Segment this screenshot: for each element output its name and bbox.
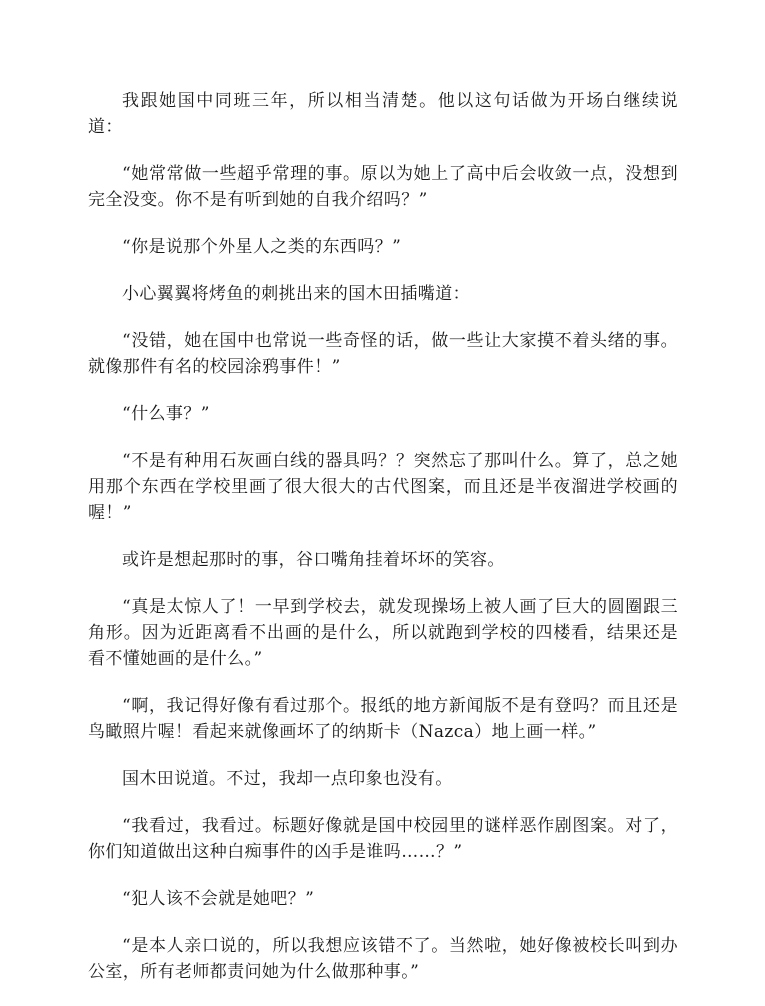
paragraph: “犯人该不会就是她吧？” — [122, 889, 315, 909]
paragraph: “你是说那个外星人之类的东西吗？” — [122, 237, 402, 257]
paragraph: “真是太惊人了！一早到学校去，就发现操场上被人画了巨大的圆圈跟三角形。因为近距离看不出画的是什么，所以就跑到学校的四楼看，结果还是看不懂她画的是什么。” — [88, 597, 678, 669]
paragraph: “她常常做一些超乎常理的事。原以为她上了高中后会收敛一点，没想到完全没变。你不是有听到她的自我介绍吗？” — [88, 164, 678, 210]
paragraph: 我跟她国中同班三年，所以相当清楚。他以这句话做为开场白继续说道： — [88, 91, 678, 137]
paragraph: “什么事？” — [122, 404, 210, 424]
paragraph: “啊，我记得好像有看过那个。报纸的地方新闻版不是有登吗？而且还是鸟瞰照片喔！看起来就像画坏了的纳斯卡（Nazca）地上画一样。” — [88, 696, 678, 742]
paragraph: 小心翼翼将烤鱼的刺挑出来的国木田插嘴道： — [122, 284, 470, 304]
paragraph: “不是有种用石灰画白线的器具吗？？突然忘了那叫什么。算了，总之她用那个东西在学校里画了很大很大的古代图案，而且还是半夜溜进学校画的喔！” — [88, 451, 678, 523]
paragraph: “是本人亲口说的，所以我想应该错不了。当然啦，她好像被校长叫到办公室，所有老师都责问她为什么做那种事。” — [88, 936, 678, 982]
paragraph: 国木田说道。不过，我却一点印象也没有。 — [122, 769, 453, 789]
paragraph: “我看过，我看过。标题好像就是国中校园里的谜样恶作剧图案。对了，你们知道做出这种白痴事件的凶手是谁吗……？” — [88, 816, 678, 862]
paragraph: “没错，她在国中也常说一些奇怪的话，做一些让大家摸不着头绪的事。就像那件有名的校园涂鸦事件！” — [88, 331, 678, 377]
document-page — [88, 88, 678, 1006]
paragraph: 或许是想起那时的事，谷口嘴角挂着坏坏的笑容。 — [122, 550, 505, 570]
